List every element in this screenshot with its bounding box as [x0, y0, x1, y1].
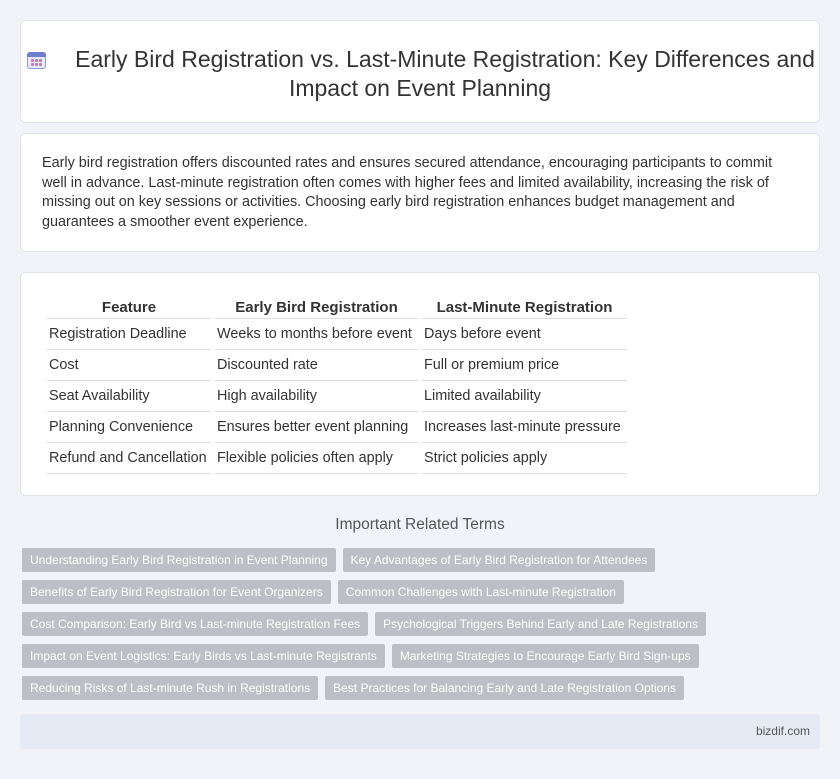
related-term-link[interactable]: Cost Comparison: Early Bird vs Last-minute Registration Fees — [22, 612, 368, 636]
table-row — [47, 319, 627, 350]
table-cell: Limited availability — [422, 381, 627, 412]
table-cell: Weeks to months before event — [215, 319, 418, 350]
table-cell: Ensures better event planning — [215, 412, 418, 443]
related-terms-list — [22, 548, 812, 708]
related-terms-heading: Important Related Terms — [335, 516, 505, 533]
table-cell: High availability — [215, 381, 418, 412]
table-cell: Strict policies apply — [422, 443, 627, 474]
intro-paragraph: Early bird registration offers discounted rates and ensures secured attendance, encouraging participants to commit well in advance. Last-minute registration often comes with higher fees and limited availability, increasing the risk of missing out on key sessions or activities. Choosing early bird registration enhances budget management and guarantees a smoother event experience. — [42, 155, 773, 230]
related-term-link[interactable]: Marketing Strategies to Encourage Early Bird Sign-ups — [392, 644, 699, 668]
tag-row — [22, 644, 812, 676]
footer — [20, 714, 820, 749]
tag-row — [22, 612, 812, 644]
title-card — [20, 20, 820, 123]
table-row — [47, 350, 627, 381]
tag-row — [22, 676, 812, 708]
tag-row — [22, 580, 812, 612]
table-row — [47, 381, 627, 412]
table-cell: Full or premium price — [422, 350, 627, 381]
footer-brand[interactable]: bizdif.com — [755, 724, 810, 738]
table-cell: Seat Availability — [47, 381, 211, 412]
table-cell: Planning Convenience — [47, 412, 211, 443]
intro-card — [20, 133, 820, 252]
related-term-link[interactable]: Understanding Early Bird Registration in Event Planning — [22, 548, 336, 572]
related-term-link[interactable]: Best Practices for Balancing Early and Late Registration Options — [325, 676, 684, 700]
column-header-feature: Feature — [47, 295, 211, 319]
table-cell: Days before event — [422, 319, 627, 350]
table-cell: Increases last-minute pressure — [422, 412, 627, 443]
comparison-card — [20, 272, 820, 496]
tag-row — [22, 548, 812, 580]
table-cell: Cost — [47, 350, 211, 381]
column-header-last-minute: Last-Minute Registration — [422, 295, 627, 319]
table-cell: Refund and Cancellation — [47, 443, 211, 474]
table-header-row — [47, 295, 627, 319]
page-title — [21, 45, 819, 103]
table-row — [47, 412, 627, 443]
related-term-link[interactable]: Impact on Event Logistics: Early Birds vs Last-minute Registrants — [22, 644, 385, 668]
related-term-link[interactable]: Key Advantages of Early Bird Registration for Attendees — [343, 548, 656, 572]
related-term-link[interactable]: Psychological Triggers Behind Early and Late Registrations — [375, 612, 706, 636]
table-cell: Discounted rate — [215, 350, 418, 381]
comparison-table — [43, 295, 631, 474]
related-term-link[interactable]: Common Challenges with Last-minute Registration — [338, 580, 624, 604]
table-cell: Flexible policies often apply — [215, 443, 418, 474]
table-row — [47, 443, 627, 474]
page-title-text: Early Bird Registration vs. Last-Minute Registration: Key Differences and Impact on Event Planning — [75, 46, 815, 101]
related-term-link[interactable]: Reducing Risks of Last-minute Rush in Registrations — [22, 676, 318, 700]
calendar-icon — [25, 48, 47, 70]
table-cell: Registration Deadline — [47, 319, 211, 350]
related-term-link[interactable]: Benefits of Early Bird Registration for Event Organizers — [22, 580, 331, 604]
column-header-early-bird: Early Bird Registration — [215, 295, 418, 319]
